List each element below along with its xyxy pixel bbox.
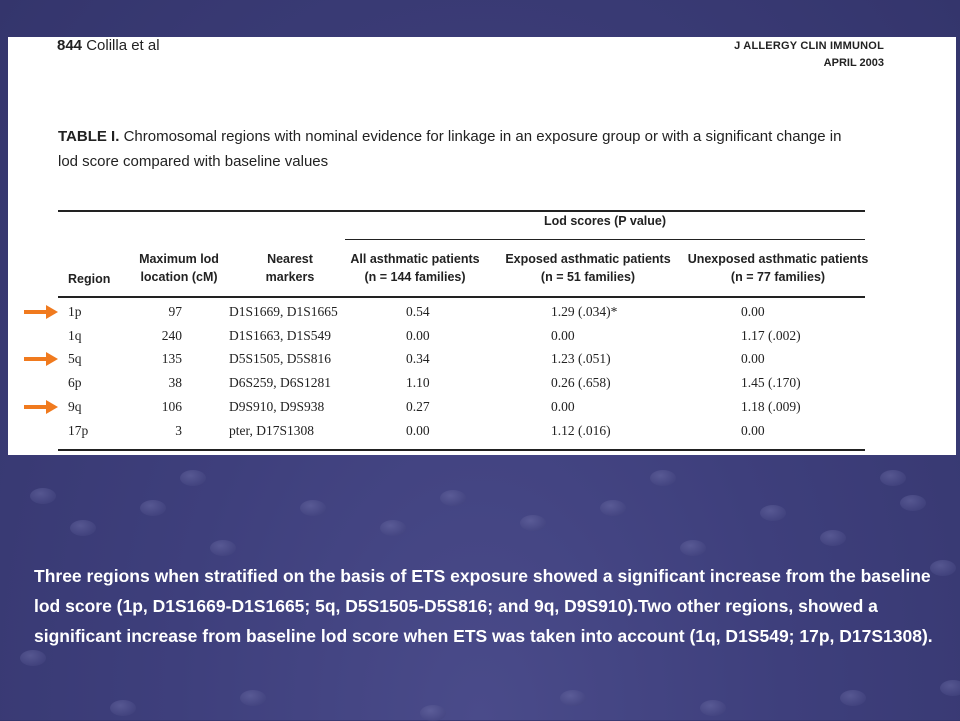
table-caption-text: Chromosomal regions with nominal evidence for linkage in an exposure group or with a significant change in lod score compared with baseline values xyxy=(58,128,842,170)
col-header-location-line2: location (cM) xyxy=(140,270,218,284)
background-dot xyxy=(70,520,96,536)
authors: Colilla et al xyxy=(86,37,160,54)
background-dot xyxy=(820,530,846,546)
cell-all: 0.54 xyxy=(406,304,430,319)
cell-markers: pter, D17S1308 xyxy=(229,422,314,438)
background-dot xyxy=(560,690,586,706)
cell-markers: D1S1663, D1S549 xyxy=(229,327,332,343)
cell-markers: D9S910, D9S938 xyxy=(229,398,325,414)
cell-location: 38 xyxy=(168,375,182,391)
table-image-panel xyxy=(8,37,956,455)
col-header-region: Region xyxy=(68,272,111,286)
table-bottom-rule xyxy=(58,449,865,451)
cell-region: 6p xyxy=(68,375,82,391)
background-dot xyxy=(180,470,206,486)
cell-unexposed: 0.00 xyxy=(741,422,765,438)
cell-exposed: 0.26 (.658) xyxy=(551,375,611,391)
background-dot xyxy=(700,700,726,716)
col-header-location xyxy=(134,250,224,286)
summary-text: Three regions when stratified on the basis of ETS exposure showed a significant increase from the baseline lod score (1p, D1S1669-D1S1665; 5q, D5S1505-D5S816; and 9q, D9S910).Two other regions, showed a significant increase from baseline lod score when ETS was taken into account (1q, D1S549; 17p, D17S1308). xyxy=(34,566,933,646)
cell-all: 0.00 xyxy=(406,422,430,438)
background-dot xyxy=(20,650,46,666)
background-dot xyxy=(600,500,626,516)
cell-exposed: 1.23 (.051) xyxy=(551,351,611,367)
cell-exposed: 1.12 (.016) xyxy=(551,422,611,438)
cell-region: 17p xyxy=(68,422,89,438)
col-header-all xyxy=(340,250,490,286)
background-dot xyxy=(940,680,960,696)
cell-exposed: 0.00 xyxy=(551,327,575,343)
background-dot xyxy=(680,540,706,556)
cell-region: 9q xyxy=(68,398,82,414)
table-caption xyxy=(58,124,858,174)
background-dot xyxy=(300,500,326,516)
cell-markers: D1S1669, D1S1665 xyxy=(229,304,338,319)
background-dot xyxy=(110,700,136,716)
cell-region: 1p xyxy=(68,304,82,319)
cell-location: 106 xyxy=(161,398,182,414)
lod-scores-group-header: Lod scores (P value) xyxy=(543,214,667,228)
cell-markers: D6S259, D6S1281 xyxy=(229,375,332,391)
cell-location: 240 xyxy=(161,327,182,343)
cell-region: 1q xyxy=(68,327,82,343)
background-dot xyxy=(240,690,266,706)
journal-reference xyxy=(57,37,160,54)
group-header-rule xyxy=(345,239,865,240)
background-dot xyxy=(420,705,446,721)
background-dot xyxy=(140,500,166,516)
cell-unexposed: 0.00 xyxy=(741,351,765,367)
cell-all: 0.27 xyxy=(406,398,430,414)
arrow-right-icon xyxy=(24,352,58,366)
col-header-unexposed-line1: Unexposed asthmatic patients xyxy=(687,252,869,266)
table-top-rule xyxy=(58,210,865,212)
table-header-rule xyxy=(58,296,865,298)
col-header-all-line2: (n = 144 families) xyxy=(364,270,466,284)
col-header-markers-line1: Nearest xyxy=(267,252,313,266)
background-dot xyxy=(30,488,56,504)
cell-exposed: 0.00 xyxy=(551,398,575,414)
col-header-markers-line2: markers xyxy=(265,270,315,284)
col-header-exposed-line1: Exposed asthmatic patients xyxy=(505,252,671,266)
col-header-exposed xyxy=(498,250,678,286)
background-dot xyxy=(380,520,406,536)
cell-all: 1.10 xyxy=(406,375,430,391)
cell-unexposed: 0.00 xyxy=(741,304,765,319)
page-number: 844 xyxy=(57,37,83,54)
cell-location: 3 xyxy=(175,422,182,438)
journal-date: APRIL 2003 xyxy=(823,57,884,69)
col-header-markers xyxy=(250,250,330,286)
cell-location: 97 xyxy=(168,304,182,319)
table-label: TABLE I. xyxy=(58,128,120,145)
cell-region: 5q xyxy=(68,351,82,367)
background-dot xyxy=(880,470,906,486)
cell-all: 0.00 xyxy=(406,327,430,343)
cell-unexposed: 1.17 (.002) xyxy=(741,327,801,343)
cell-unexposed: 1.45 (.170) xyxy=(741,375,801,391)
background-dot xyxy=(440,490,466,506)
cell-markers: D5S1505, D5S816 xyxy=(229,351,332,367)
background-dot xyxy=(520,515,546,531)
cell-exposed: 1.29 (.034)* xyxy=(551,304,618,319)
col-header-unexposed-line2: (n = 77 families) xyxy=(730,270,826,284)
background-dot xyxy=(650,470,676,486)
col-header-all-line1: All asthmatic patients xyxy=(350,252,480,266)
cell-all: 0.34 xyxy=(406,351,430,367)
arrow-right-icon xyxy=(24,400,58,414)
background-dot xyxy=(760,505,786,521)
cell-location: 135 xyxy=(161,351,182,367)
cell-unexposed: 1.18 (.009) xyxy=(741,398,801,414)
background-dot xyxy=(900,495,926,511)
background-dot xyxy=(210,540,236,556)
col-header-unexposed xyxy=(683,250,873,286)
journal-name: J ALLERGY CLIN IMMUNOL xyxy=(734,40,884,52)
col-header-exposed-line2: (n = 51 families) xyxy=(540,270,636,284)
background-dot xyxy=(840,690,866,706)
col-header-location-line1: Maximum lod xyxy=(139,252,219,266)
arrow-right-icon xyxy=(24,305,58,319)
